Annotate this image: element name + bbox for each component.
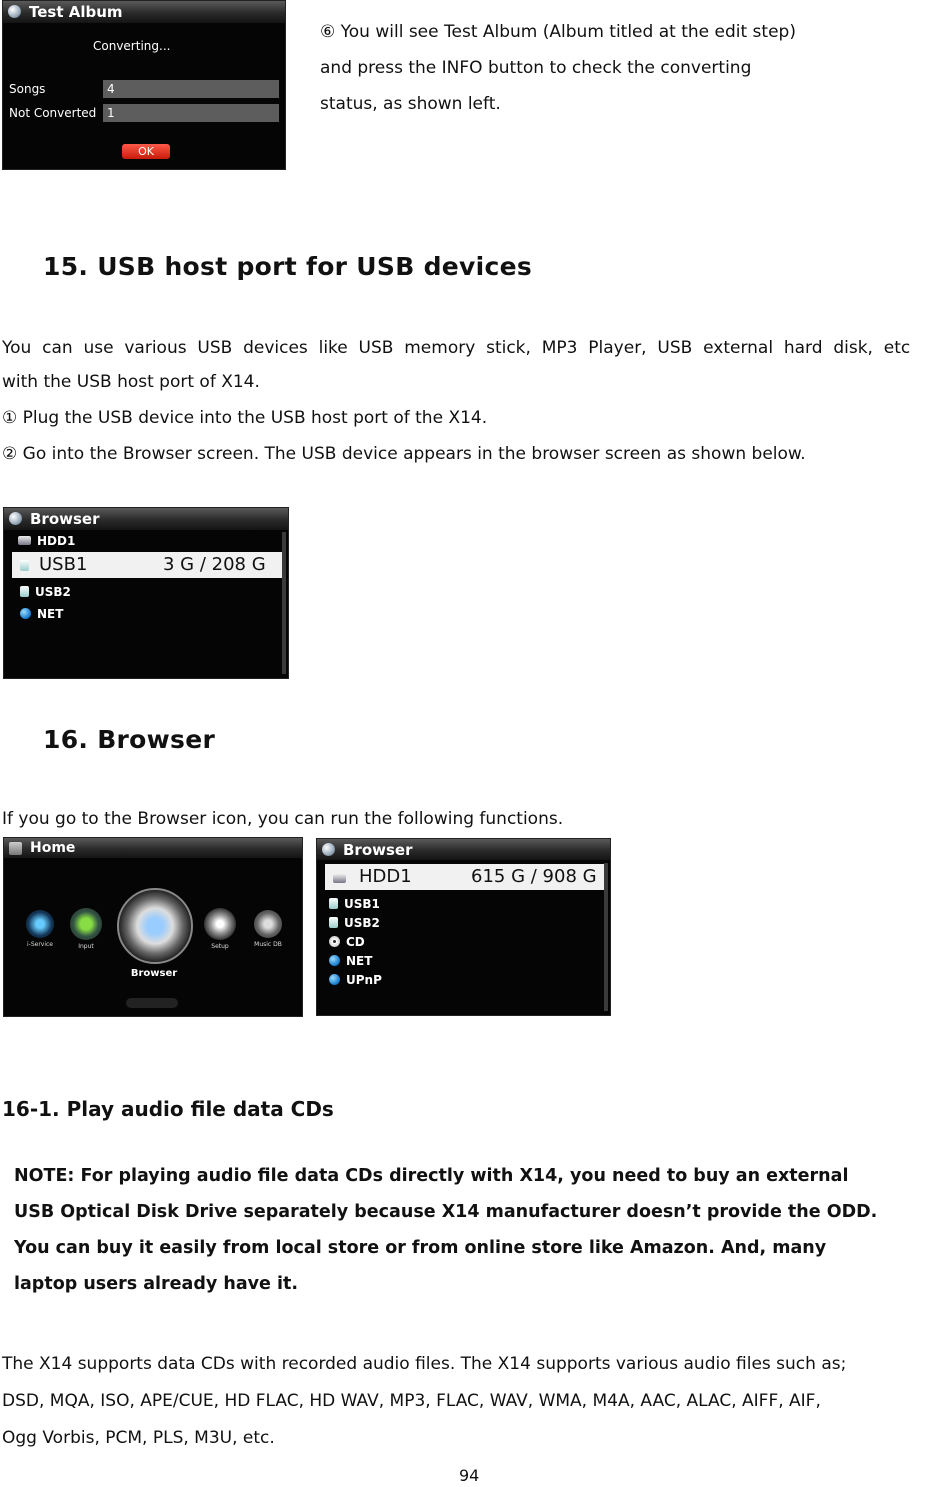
note-line: USB Optical Disk Drive separately because X14 manufacturer doesn’t provide the ODD.	[14, 1202, 878, 1222]
cd-icon	[329, 936, 340, 947]
screenshot-title-bar	[4, 508, 288, 530]
step6-text	[320, 14, 796, 122]
browser-item-hdd1[interactable]: HDD1	[18, 534, 75, 548]
i-service-label: i-Service	[26, 941, 53, 948]
songs-value: 4	[103, 80, 279, 98]
section-16-1-body	[2, 1346, 846, 1457]
converting-screenshot	[2, 0, 286, 170]
section-15-step-2: ② Go into the Browser screen. The USB device appears in the browser screen as shown below.	[2, 444, 806, 464]
section-15-intro-1: You can use various USB devices like USB memory stick, MP3 Player, USB external hard disk, etc	[2, 338, 911, 358]
browser-item-usb1-selected[interactable]	[12, 552, 282, 578]
search-icon	[322, 843, 335, 856]
music-db-label: Music DB	[254, 941, 282, 948]
usb-icon	[329, 898, 338, 909]
browser-hdd-screenshot	[316, 838, 611, 1016]
home-grid-icon	[9, 842, 22, 855]
screenshot-title: Home	[30, 840, 76, 856]
section-15-step-1: ① Plug the USB device into the USB host port of the X14.	[2, 408, 488, 428]
usb-icon	[20, 560, 29, 571]
setup-label: Setup	[211, 943, 229, 950]
hdd-icon	[18, 536, 31, 545]
screenshot-title: Browser	[30, 510, 100, 528]
body-line: The X14 supports data CDs with recorded audio files. The X14 supports various audio files such as;	[2, 1354, 847, 1374]
disc-icon	[8, 5, 21, 18]
converting-status: Converting...	[93, 39, 171, 53]
usb-icon	[20, 586, 29, 597]
home-screenshot	[3, 837, 303, 1017]
usb1-size: 3 G / 208 G	[163, 554, 266, 575]
not-converted-label: Not Converted	[9, 106, 97, 120]
body-line: Ogg Vorbis, PCM, PLS, M3U, etc.	[2, 1428, 275, 1448]
globe-icon	[329, 974, 340, 985]
i-service-icon[interactable]	[26, 910, 54, 938]
browser-item-cd[interactable]: CD	[329, 935, 365, 949]
page-number: 94	[459, 1466, 480, 1485]
browser-item-net[interactable]: NET	[329, 954, 372, 968]
step6-line: ⑥ You will see Test Album (Album titled at the edit step)	[320, 22, 796, 42]
setup-icon[interactable]	[204, 908, 236, 940]
browser-item-usb1[interactable]: USB1	[329, 897, 380, 911]
not-converted-value: 1	[103, 104, 279, 122]
note-block	[14, 1158, 877, 1302]
screenshot-title: Browser	[343, 841, 413, 859]
note-line: NOTE: For playing audio file data CDs directly with X14, you need to buy an external	[14, 1166, 849, 1186]
browser-item-hdd1-selected[interactable]	[325, 864, 604, 890]
search-icon	[9, 512, 22, 525]
browser-icon[interactable]	[117, 888, 193, 964]
section-16-1-heading: 16-1. Play audio file data CDs	[2, 1097, 334, 1121]
music-db-icon[interactable]	[254, 910, 282, 938]
section-16-heading: 16. Browser	[43, 725, 216, 754]
hdd-icon	[333, 874, 346, 883]
usb1-label: USB1	[39, 554, 88, 575]
note-line: laptop users already have it.	[14, 1274, 299, 1294]
hdd1-size: 615 G / 908 G	[471, 866, 597, 887]
input-icon[interactable]	[70, 908, 102, 940]
input-label: Input	[78, 943, 94, 950]
screenshot-title: Test Album	[29, 3, 123, 21]
songs-label: Songs	[9, 82, 46, 96]
hdd1-label: HDD1	[359, 866, 412, 887]
step6-line: and press the INFO button to check the converting	[320, 58, 752, 78]
ok-button[interactable]: OK	[122, 144, 170, 159]
usb-icon	[329, 917, 338, 928]
screenshot-title-bar	[4, 838, 302, 858]
section-15-heading: 15. USB host port for USB devices	[43, 252, 533, 281]
browser-label: Browser	[130, 968, 178, 979]
browser-item-usb2[interactable]: USB2	[329, 916, 380, 930]
browser-usb-screenshot	[3, 507, 289, 679]
browser-item-upnp[interactable]: UPnP	[329, 973, 382, 987]
globe-icon	[20, 608, 31, 619]
scrollbar[interactable]	[282, 532, 286, 674]
scrollbar[interactable]	[604, 863, 608, 1011]
section-16-intro: If you go to the Browser icon, you can run the following functions.	[2, 809, 564, 829]
body-line: DSD, MQA, ISO, APE/CUE, HD FLAC, HD WAV, MP3, FLAC, WAV, WMA, M4A, AAC, ALAC, AIFF, AIF,	[2, 1391, 821, 1411]
note-line: You can buy it easily from local store or from online store like Amazon. And, many	[14, 1238, 827, 1258]
page-dots	[126, 998, 178, 1008]
browser-item-net[interactable]: NET	[20, 607, 63, 621]
step6-line: status, as shown left.	[320, 94, 501, 114]
screenshot-title-bar	[317, 839, 610, 860]
browser-item-usb2[interactable]: USB2	[20, 585, 71, 599]
screenshot-title-bar	[3, 1, 285, 23]
section-15-intro-2: with the USB host port of X14.	[2, 372, 260, 392]
globe-icon	[329, 955, 340, 966]
